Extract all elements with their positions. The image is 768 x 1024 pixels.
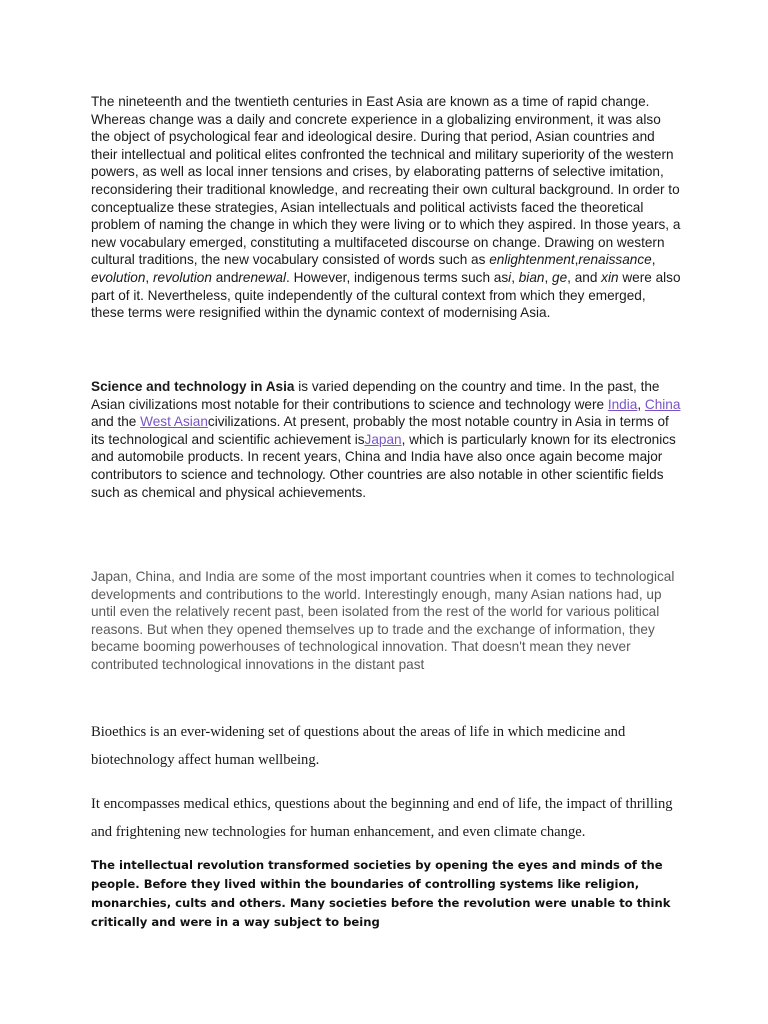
text-run: is varied depending on the country and time. In the past, the Asian civilizations most notable for their contributions to science and technology were bbox=[91, 379, 660, 412]
text-run: , bbox=[637, 396, 645, 412]
term-ge: ge bbox=[552, 269, 568, 285]
paragraph-science-technology-asia bbox=[91, 378, 681, 501]
text-run: , bbox=[544, 269, 553, 285]
term-xin: xin bbox=[601, 269, 619, 285]
text-run: were also part of it. Nevertheless, quite independently of the cultural context from which they emerged, these terms were resignified within the dynamic context of modernising Asia. bbox=[91, 269, 681, 321]
term-bian: bian bbox=[518, 269, 545, 285]
paragraph-east-asia-change bbox=[91, 93, 681, 322]
text-run: . However, indigenous terms such as bbox=[286, 269, 509, 285]
text-run: and the bbox=[91, 414, 141, 430]
text-run: , and bbox=[567, 269, 602, 285]
term-revolution: revolution bbox=[152, 269, 212, 285]
paragraph-medical-ethics: It encompasses medical ethics, questions about the beginning and end of life, the impact of thrilling and frightening new technologies for human enhancement, and even climate change. bbox=[91, 796, 673, 840]
link-west-asian[interactable]: West Asian bbox=[140, 414, 208, 430]
text-run: , bbox=[651, 252, 656, 268]
term-enlightenment: enlightenment bbox=[489, 252, 575, 268]
paragraph-intellectual-revolution: The intellectual revolution transformed societies by opening the eyes and minds of the people. Before they lived within the boundaries of controlling systems like religion, monarchies, cults and others. Many societies before the revolution were unable to think critically and were in a way subject to being bbox=[91, 858, 671, 929]
paragraph-bioethics: Bioethics is an ever-widening set of questions about the areas of life in which medicine and biotechnology affect human wellbeing. bbox=[91, 724, 626, 768]
text-run: The nineteenth and the twentieth centuries in East Asia are known as a time of rapid change. Whereas change was a daily and concrete experience in a globalizing environment, it was also the object of psychological fear and ideological desire. During that period, Asian countries and their intellectual and political elites confronted the technical and military superiority of the western powers, as well as local inner tensions and crises, by elaborating patterns of selective imitation, reconsidering their traditional knowledge, and recreating their own cultural background. In order to conceptualize these strategies, Asian intellectuals and political activists faced the theoretical problem of naming the change in which they were living or to which they aspired. In those years, a new vocabulary emerged, constituting a multifaceted discourse on change. Drawing on western cultural traditions, the new vocabulary consisted of words such as bbox=[91, 94, 681, 268]
term-renaissance: renaissance bbox=[578, 252, 652, 268]
text-run: civilizations. At present, probably the most notable country in Asia in terms of its technological and scientific achievement is bbox=[91, 414, 669, 447]
link-india[interactable]: India bbox=[607, 396, 638, 412]
term-renewal: renewal bbox=[238, 269, 287, 285]
term-evolution: evolution bbox=[91, 269, 146, 285]
link-japan[interactable]: Japan bbox=[364, 431, 402, 447]
bold-heading-phrase: Science and technology in Asia bbox=[91, 379, 295, 394]
text-run: , which is particularly known for its electronics and automobile products. In recent years, China and India have also once again become major contributors to science and technology. Other countries are also notable in other scientific fields such as chemical and physical achievements. bbox=[91, 431, 676, 500]
term-i: i bbox=[508, 269, 512, 285]
text-run: , bbox=[511, 269, 519, 285]
text-run: and bbox=[211, 269, 239, 285]
paragraph-japan-china-india: Japan, China, and India are some of the most important countries when it comes to technological developments and contributions to the world. Interestingly enough, many Asian nations had, up until even the relatively recent past, been isolated from the rest of the world for various political reasons. But when they opened themselves up to trade and the exchange of information, they became booming powerhouses of technological innovation. That doesn't mean they never contributed technological innovations in the distant past bbox=[91, 569, 675, 672]
link-china[interactable]: China bbox=[644, 396, 681, 412]
text-run: , bbox=[574, 252, 579, 268]
text-run: , bbox=[145, 269, 153, 285]
